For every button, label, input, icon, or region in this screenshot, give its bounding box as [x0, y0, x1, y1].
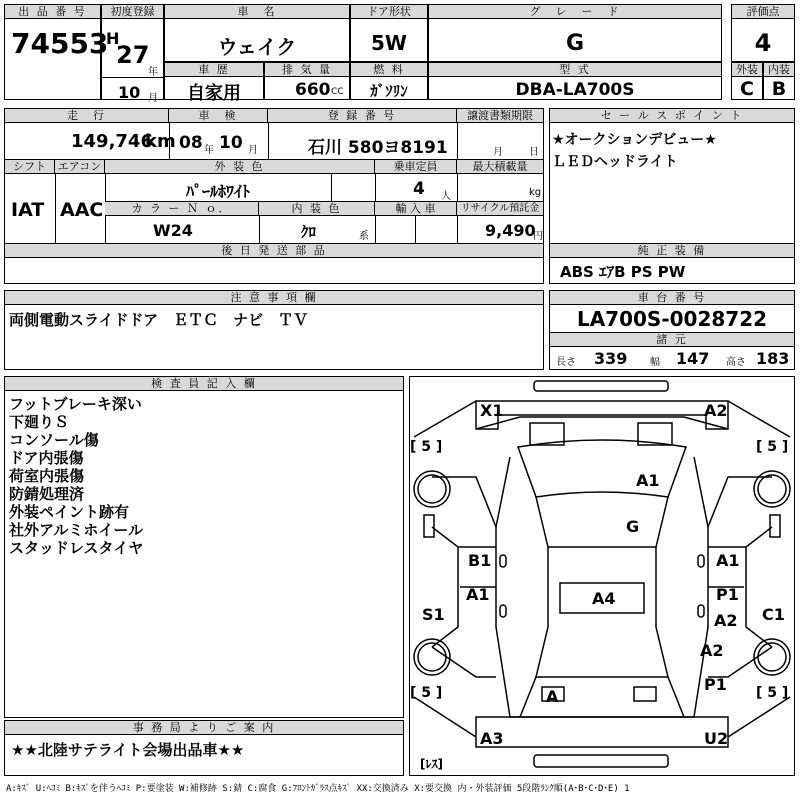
- height-label: 高さ: [726, 357, 746, 368]
- fuel-cell: [350, 62, 428, 100]
- inspector-note: 外装ペイント跡有: [9, 503, 130, 521]
- height: 183: [756, 349, 790, 368]
- inspector-label: 検 査 員 記 入 欄: [5, 377, 403, 391]
- interior-color: ｸﾛ: [301, 223, 317, 241]
- exterior-grade-label: 外装: [732, 63, 762, 77]
- damage-a1-right-door: A1: [716, 551, 740, 570]
- capacity-unit: 人: [441, 191, 451, 202]
- damage-p1-rear-right: P1: [704, 675, 727, 694]
- exterior-grade: C: [740, 78, 754, 100]
- inspector-note: ドア内張傷: [9, 449, 84, 467]
- interior-color-label: 内 装 色: [259, 202, 375, 216]
- inspection-year: 08: [179, 133, 203, 153]
- damage-b1: B1: [468, 551, 492, 570]
- model-cell: [428, 62, 722, 100]
- later-parts-label: 後 日 発 送 部 品: [5, 244, 543, 258]
- inspection-month-unit: 月: [248, 145, 258, 156]
- office-text: ★★北陸サテライト会場出品車★★: [11, 741, 245, 759]
- length-label: 長さ: [556, 357, 576, 368]
- lot-number-label: 出 品 番 号: [5, 5, 100, 19]
- month: 10: [118, 83, 141, 102]
- score-cell: [731, 4, 795, 62]
- car-name-label: 車 名: [165, 5, 349, 19]
- year: 27: [116, 41, 150, 69]
- damage-s1: S1: [422, 605, 445, 624]
- car-name: ウェイク: [217, 35, 297, 59]
- tire-front-left: [ 5 ]: [410, 439, 443, 455]
- lot-number-cell: [4, 4, 109, 100]
- import-label: 輸 入 車: [375, 202, 457, 216]
- damage-a2-rear-right: A2: [700, 641, 724, 660]
- sales-point-2: ＬＥＤヘッドライト: [552, 154, 678, 170]
- car-diagram: [409, 376, 795, 776]
- shift: IAT: [11, 199, 45, 221]
- damage-u2: U2: [704, 729, 729, 748]
- inspector-note: 社外アルミホイール: [9, 521, 144, 539]
- damage-a3: A3: [480, 729, 504, 748]
- lot-number: 74553: [11, 27, 109, 60]
- inspector-note: コンソール傷: [9, 431, 99, 449]
- shift-label: シフト: [5, 160, 55, 174]
- transfer-month-unit: 月: [493, 147, 503, 158]
- capacity-label: 乗車定員: [375, 160, 457, 174]
- width: 147: [676, 349, 710, 368]
- inspector-cell: [4, 376, 404, 718]
- inspection-label: 車 検: [169, 109, 268, 123]
- displacement-unit: CC: [331, 87, 344, 97]
- max-load-label: 最大積載量: [457, 160, 543, 174]
- equipment-label: 純 正 装 備: [550, 243, 794, 258]
- exterior-grade-cell: [731, 62, 763, 100]
- chassis-label: 車 台 番 号: [550, 291, 794, 305]
- damage-g-windshield: G: [626, 517, 640, 536]
- office-label: 事 務 局 よ り ご 案 内: [5, 721, 403, 735]
- damage-a4-roof: A4: [592, 589, 616, 608]
- chassis-cell: [549, 290, 795, 370]
- damage-p1-right: P1: [716, 585, 739, 604]
- damage-a1-hood: A1: [636, 471, 660, 490]
- sales-point-1: ★オークションデビュー★: [552, 132, 717, 148]
- car-name-cell: [164, 4, 350, 62]
- width-label: 幅: [650, 357, 660, 368]
- inspection-year-unit: 年: [204, 145, 214, 156]
- notice-label: 注 意 事 項 欄: [5, 291, 543, 305]
- spec-label: 諸 元: [550, 332, 794, 347]
- damage-a2-right: A2: [714, 611, 738, 630]
- recycle-unit: 円: [533, 231, 543, 242]
- inspector-note: 防錆処理済: [9, 485, 85, 503]
- exterior-color-label: 外 装 色: [105, 160, 375, 174]
- length: 339: [594, 349, 628, 368]
- recycle-label: リサイクル預託金: [457, 202, 543, 216]
- damage-a-rear: A: [546, 687, 559, 706]
- first-registration-cell: [101, 4, 164, 104]
- plate: 石川 580ヨ8191: [308, 138, 448, 158]
- details-block: [4, 108, 544, 284]
- grade-cell: [428, 4, 722, 62]
- inspection-month: 10: [219, 133, 243, 153]
- fuel: ｶﾞｿﾘﾝ: [370, 82, 408, 100]
- score-label: 評価点: [732, 5, 794, 19]
- capacity: 4: [413, 179, 425, 199]
- interior-color-unit: 系: [359, 231, 369, 242]
- tire-rear-left: [ 5 ]: [410, 685, 443, 701]
- office-cell: [4, 720, 404, 776]
- interior-grade: B: [771, 78, 787, 100]
- model: DBA-LA700S: [515, 80, 635, 100]
- history-cell: [164, 62, 264, 104]
- legend: A:ｷｽﾞ U:ﾍｺﾐ B:ｷｽﾞを伴うﾍｺﾐ P:要塗装 W:補修跡 S:錆 C:腐食 G:ﾌﾛﾝﾄｶﾞﾗｽ点ｷｽﾞ XX:交換済み X:要交換 内・外装評価 5段階ﾗﾝｸ順(A･B･C･D･E) 1: [6, 784, 630, 794]
- displacement-label: 排 気 量: [265, 63, 349, 77]
- mileage-label: 走 行: [5, 109, 169, 123]
- year-unit: 年: [148, 67, 158, 78]
- first-registration-label: 初度登録: [102, 5, 163, 19]
- door-cell: [350, 4, 428, 62]
- aircon-label: エアコン: [55, 160, 105, 174]
- inspector-note: スタッドレスタイヤ: [9, 539, 144, 557]
- exterior-color: ﾊﾟｰﾙﾎﾜｲﾄ: [185, 182, 250, 201]
- displacement: 660: [295, 80, 331, 100]
- interior-grade-cell: [763, 62, 795, 100]
- fuel-label: 燃 料: [351, 63, 427, 77]
- notice-cell: [4, 290, 544, 370]
- damage-c1: C1: [762, 605, 785, 624]
- plate-label: 登 録 番 号: [268, 109, 457, 123]
- max-load-unit: kg: [529, 187, 542, 198]
- equipment: ABS ｴｱB PS PW: [560, 263, 686, 281]
- spare-tire-label: [ﾚｽ]: [420, 757, 443, 771]
- recycle: 9,490: [485, 221, 536, 240]
- grade: G: [565, 31, 585, 56]
- displacement-cell: [264, 62, 350, 100]
- era: H: [106, 29, 120, 48]
- sales-point-cell: [549, 108, 795, 284]
- door-label: ドア形状: [351, 5, 427, 19]
- grade-label: グ レ ー ド: [429, 5, 721, 19]
- mileage: 149,746: [71, 131, 153, 152]
- notice-text: 両側電動スライドドア ＥＴＣ ナビ ＴＶ: [9, 311, 309, 329]
- transfer-label: 譲渡書類期限: [457, 109, 543, 123]
- tire-front-right: [ 5 ]: [756, 439, 789, 455]
- sales-point-label: セ ー ル ス ポ イ ン ト: [550, 109, 794, 123]
- car-outline: [410, 377, 794, 775]
- model-label: 型 式: [429, 63, 721, 77]
- history-label: 車 歴: [165, 63, 263, 77]
- damage-x1: X1: [480, 401, 504, 420]
- chassis-number: LA700S-0028722: [576, 307, 768, 331]
- color-no: W24: [153, 221, 193, 240]
- color-no-label: カ ラ ー Ｎ ｏ．: [105, 202, 259, 216]
- inspector-note: フットブレーキ深い: [9, 395, 142, 413]
- inspector-note: 下廻りＳ: [9, 413, 70, 431]
- damage-a1-left: A1: [466, 585, 490, 604]
- door: 5W: [371, 31, 407, 55]
- damage-a2-top: A2: [704, 401, 728, 420]
- inspector-note: 荷室内張傷: [9, 467, 85, 485]
- tire-rear-right: [ 5 ]: [756, 685, 789, 701]
- history: 自家用: [187, 83, 241, 104]
- interior-grade-label: 内装: [764, 63, 794, 77]
- aircon: AAC: [60, 199, 104, 221]
- transfer-day-unit: 日: [529, 147, 539, 158]
- mileage-unit: km: [145, 131, 176, 152]
- inspector-notes: [9, 395, 143, 557]
- score: 4: [754, 29, 772, 57]
- month-unit: 月: [148, 93, 158, 104]
